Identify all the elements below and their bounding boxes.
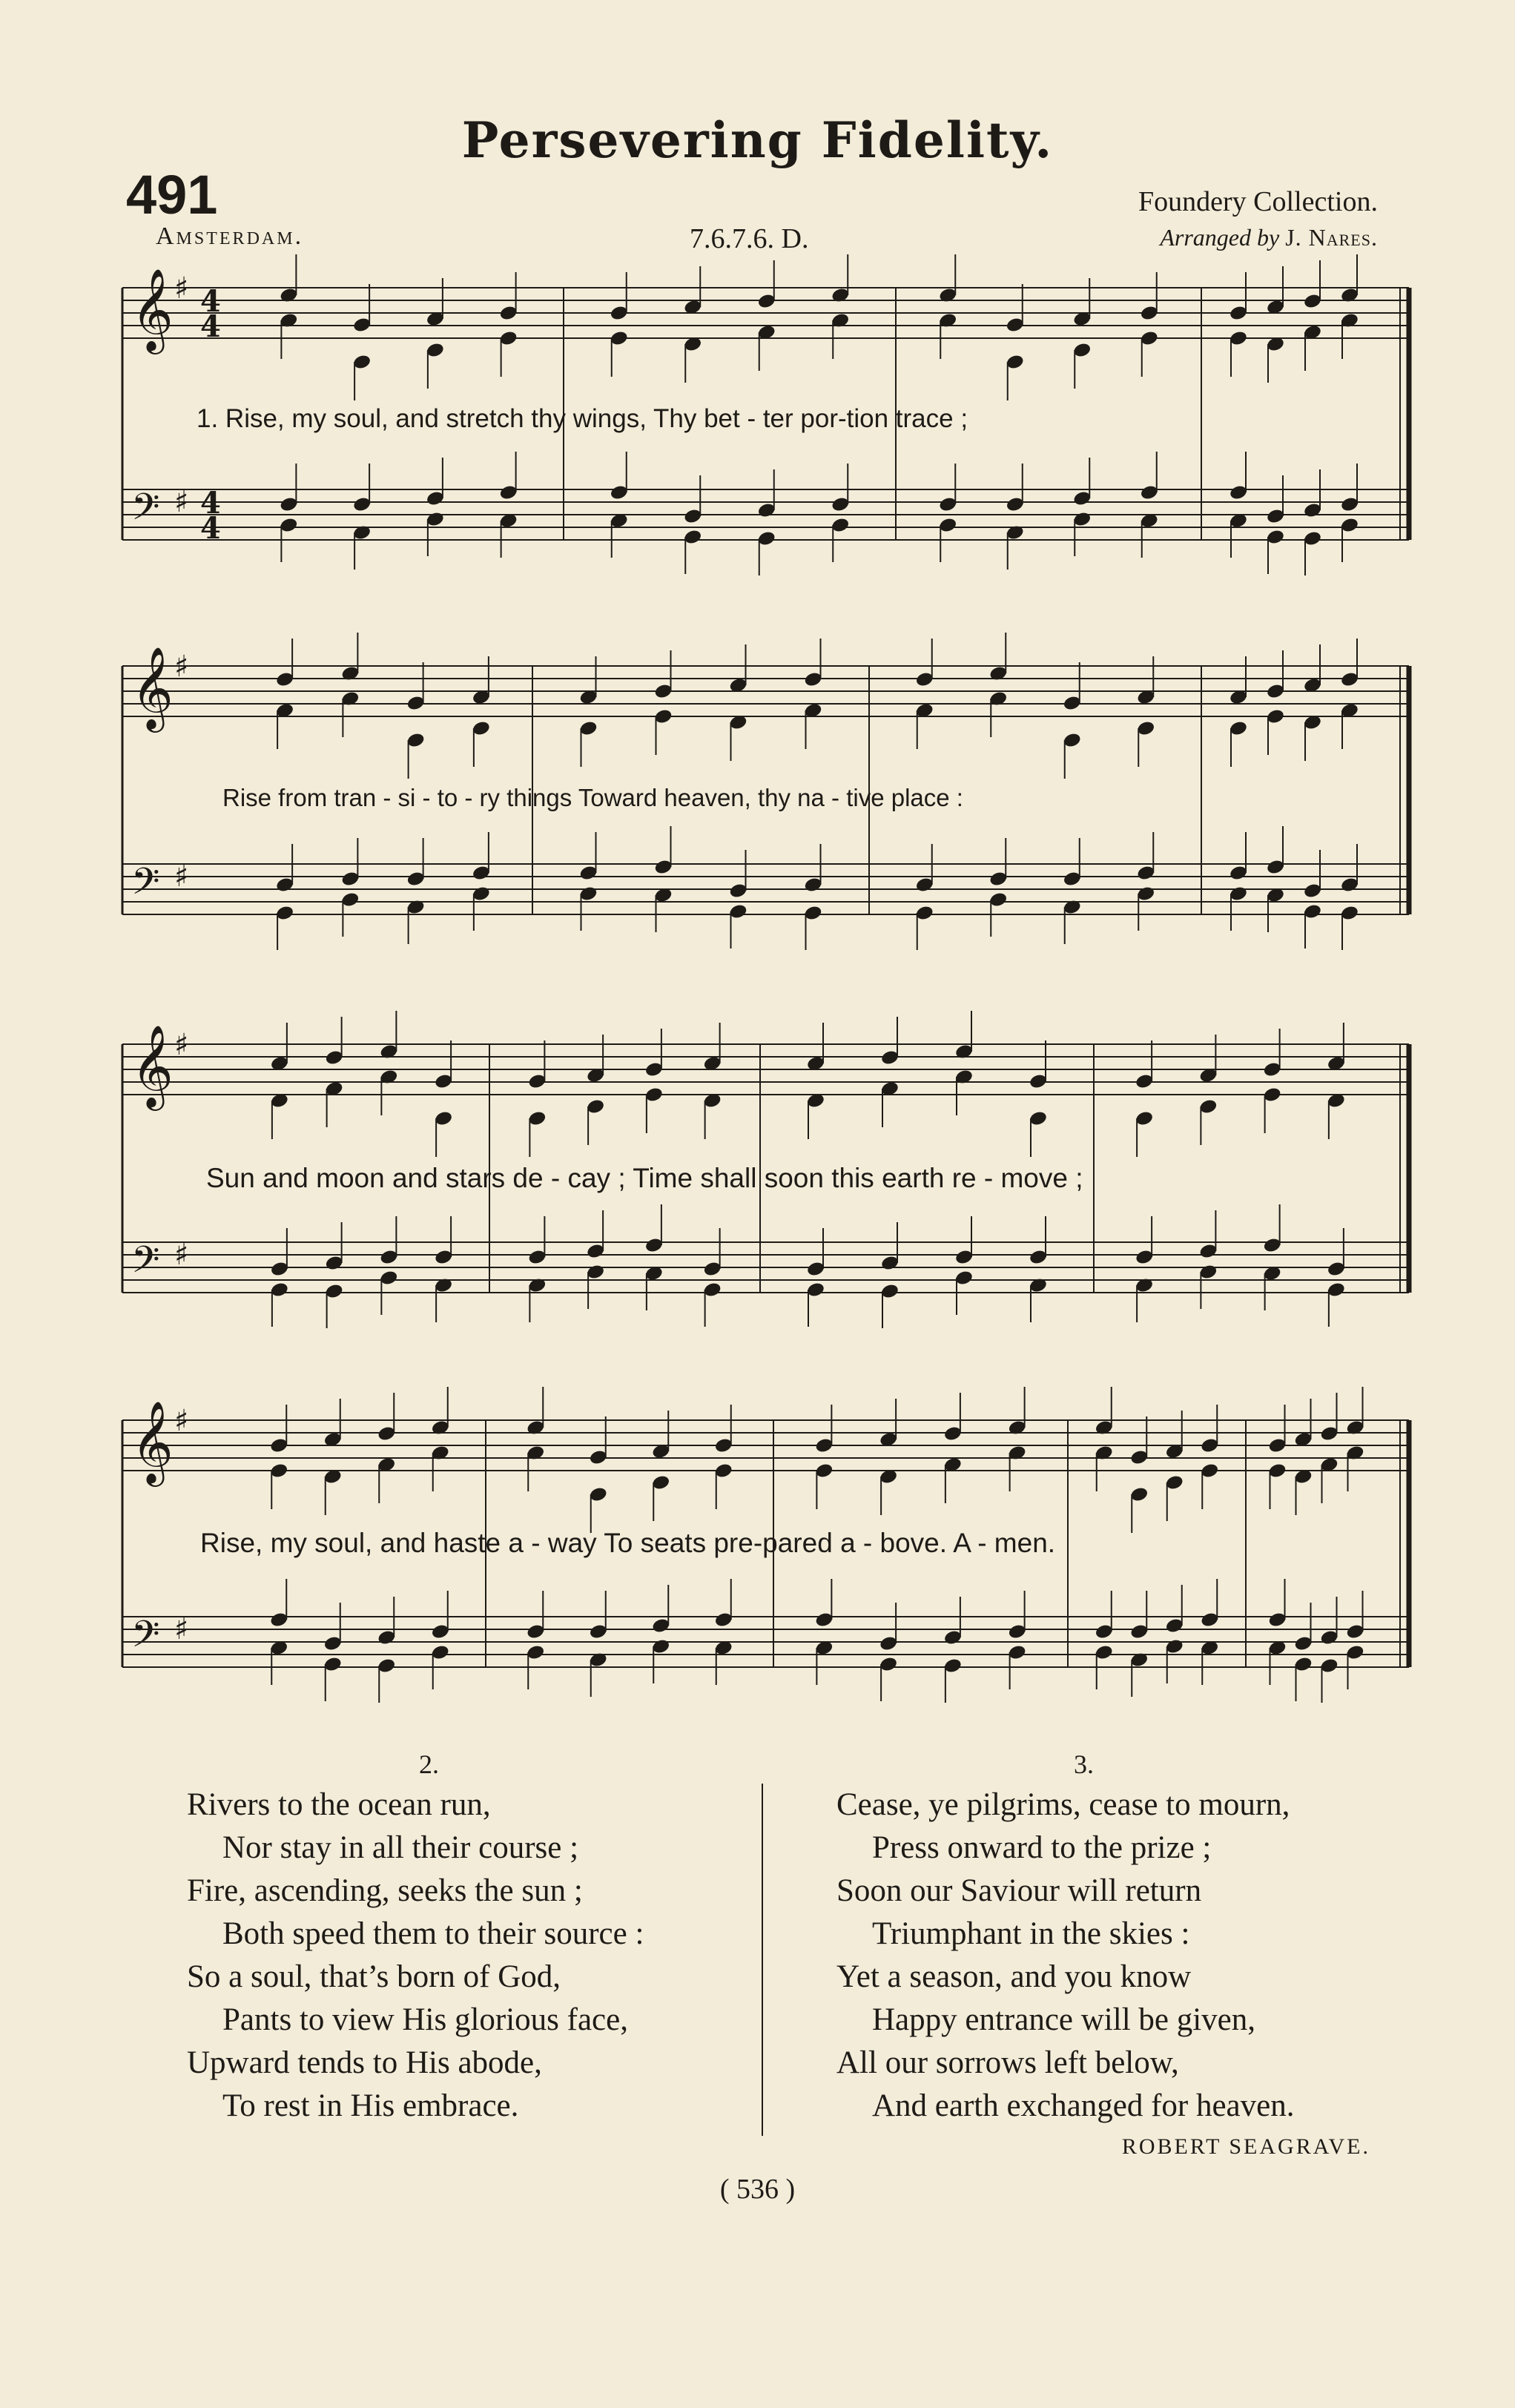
verse-line: So a soul, that’s born of God, [187, 1959, 561, 1994]
bass-clef-icon: 𝄢 [131, 860, 160, 912]
verse-2 [187, 1784, 644, 2128]
time-signature-bottom: 4 [200, 511, 221, 546]
meter: 7.6.7.6. D. [690, 223, 809, 254]
sharp-icon: ♯ [174, 1612, 189, 1646]
verse-line: Soon our Saviour will return [836, 1873, 1202, 1908]
verse-line: Pants to view His glorious face, [222, 2002, 628, 2037]
verse-line: Yet a season, and you know [836, 1959, 1192, 1994]
verse-3 [836, 1784, 1294, 2128]
sharp-icon: ♯ [174, 1028, 189, 1062]
verse-line: Happy entrance will be given, [872, 2002, 1256, 2037]
treble-clef-icon: 𝄞 [131, 1024, 174, 1107]
verse-line: Nor stay in all their course ; [222, 1830, 579, 1865]
hymn-number: 491 [126, 164, 218, 225]
verse-2-number: 2. [419, 1749, 439, 1779]
bass-clef-icon: 𝄢 [131, 1613, 160, 1665]
time-signature-top: 4 [200, 284, 221, 319]
verse-divider [762, 1784, 763, 2136]
sharp-icon: ♯ [174, 485, 189, 519]
verse-line: And earth exchanged for heaven. [872, 2088, 1295, 2123]
system-1-lyric: 1. Rise, my soul, and stretch thy wings, Thy bet - ter por-tion trace ; [197, 404, 968, 433]
sharp-icon: ♯ [174, 1238, 189, 1272]
tune-name: Amsterdam. [156, 222, 304, 250]
source-attribution: Foundery Collection. [1138, 186, 1378, 217]
verse-line: Rivers to the ocean run, [187, 1787, 491, 1822]
time-signature-bottom: 4 [200, 309, 221, 344]
time-signature-top: 4 [200, 486, 221, 521]
sharp-icon: ♯ [174, 860, 189, 894]
treble-clef-icon: 𝄞 [131, 1400, 174, 1483]
verse-line: Press onward to the prize ; [872, 1830, 1212, 1865]
sharp-icon: ♯ [174, 1404, 189, 1438]
system-4-lyric: Rise, my soul, and haste a - way To seats pre-pared a - bove. A - men. [200, 1528, 1056, 1558]
author: ROBERT SEAGRAVE. [1121, 2134, 1370, 2159]
arranger-name: J. Nares. [1285, 224, 1378, 251]
system-3-lyric: Sun and moon and stars de - cay ; Time shall soon this earth re - move ; [206, 1163, 1083, 1193]
verse-line: To rest in His embrace. [222, 2088, 519, 2123]
bass-clef-icon: 𝄢 [131, 1238, 160, 1290]
verse-line: Fire, ascending, seeks the sun ; [187, 1873, 583, 1908]
hymn-title: Persevering Fidelity. [461, 111, 1054, 169]
arranged-prefix: Arranged by [1160, 224, 1280, 251]
verse-line: All our sorrows left below, [836, 2045, 1179, 2080]
page-number: ( 536 ) [719, 2174, 796, 2205]
bass-clef-icon: 𝄢 [131, 486, 160, 538]
verse-line: Triumphant in the skies : [872, 1916, 1190, 1951]
sharp-icon: ♯ [174, 271, 189, 306]
verse-line: Both speed them to their source : [222, 1916, 644, 1951]
verse-3-number: 3. [1074, 1749, 1094, 1779]
treble-clef-icon: 𝄞 [131, 268, 174, 351]
sharp-icon: ♯ [174, 650, 189, 684]
verse-line: Upward tends to His abode, [187, 2045, 542, 2080]
verse-line: Cease, ye pilgrims, cease to mourn, [836, 1787, 1290, 1822]
system-2-lyric: Rise from tran - si - to - ry things Toward heaven, thy na - tive place : [222, 784, 963, 811]
treble-clef-icon: 𝄞 [131, 646, 174, 729]
